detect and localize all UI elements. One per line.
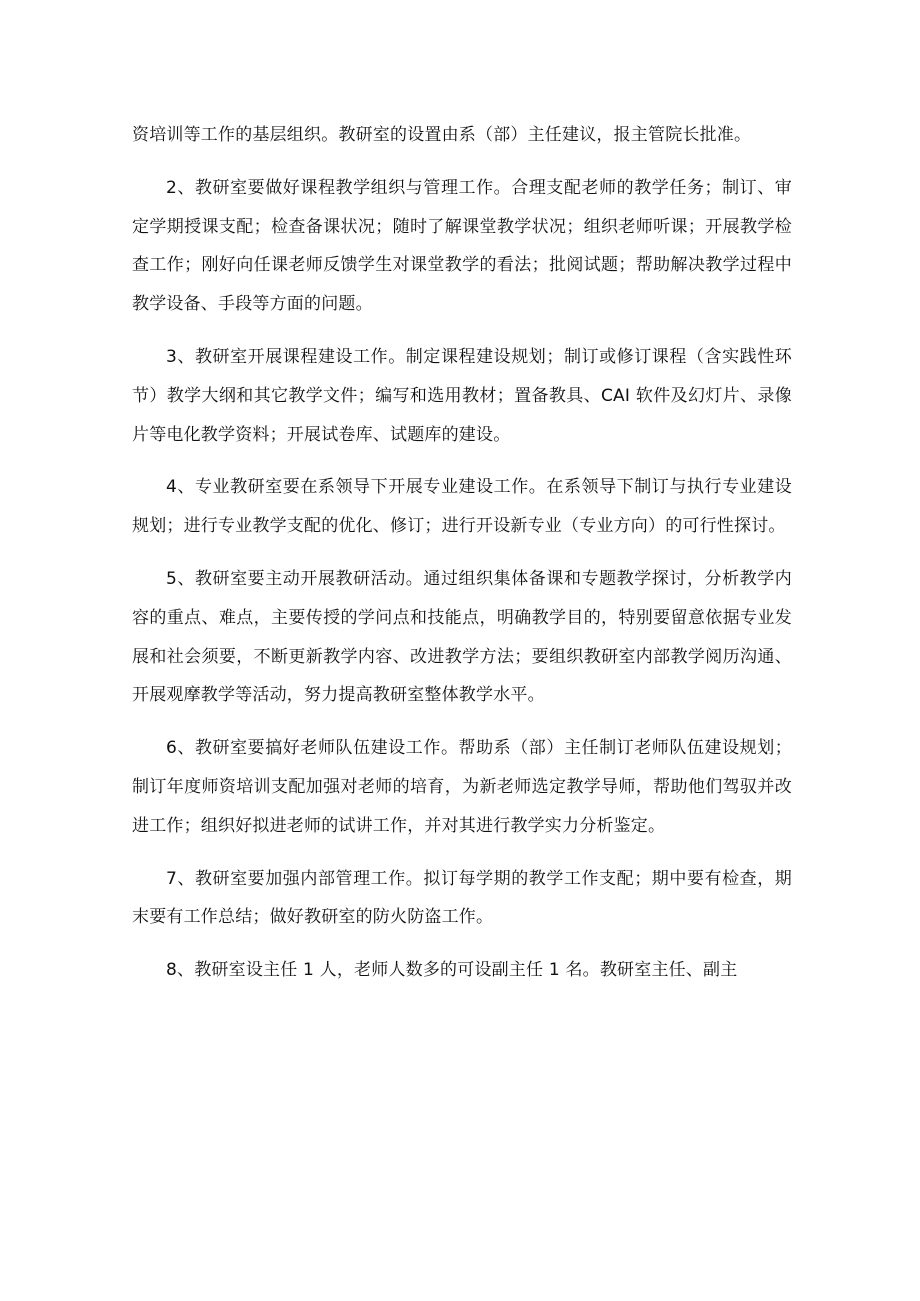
- document-body: [132, 116, 792, 990]
- paragraph-item-8: 8、教研室设主任 1 人，老师人数多的可设副主任 1 名。教研室主任、副主: [166, 960, 738, 981]
- paragraph-item-5: 5、教研室要主动开展教研活动。通过组织集体备课和专题教学探讨，分析教学内容的重点、难点，主要传授的学问点和技能点，明确教学目的，特别要留意依据专业发展和社会须要，不断更新教学内容、改进教学方法；要组织教研室内部教学阅历沟通、开展观摩教学等活动，努力提高教研室整体教学水平。: [132, 568, 792, 706]
- paragraph-continuation: 资培训等工作的基层组织。教研室的设置由系（部）主任建议，报主管院长批准。: [132, 125, 752, 145]
- paragraph-item-6: 6、教研室要搞好老师队伍建设工作。帮助系（部）主任制订老师队伍建设规划；制订年度师资培训支配加强对老师的培育，为新老师选定教学导师，帮助他们驾驭并改进工作；组织好拟进老师的试讲工作，并对其进行教学实力分析鉴定。: [132, 738, 792, 836]
- paragraph-item-2: 2、教研室要做好课程教学组织与管理工作。合理支配老师的教学任务；制订、审定学期授课支配；检查备课状况；随时了解课堂教学状况；组织老师听课；开展教学检查工作；刚好向任课老师反馈学生对课堂教学的看法；批阅试题；帮助解决教学过程中教学设备、手段等方面的问题。: [132, 177, 792, 315]
- paragraph-item-7: 7、教研室要加强内部管理工作。拟订每学期的教学工作支配；期中要有检查，期末要有工作总结；做好教研室的防火防盗工作。: [132, 868, 792, 928]
- paragraph-item-3: 3、教研室开展课程建设工作。制定课程建设规划；制订或修订课程（含实践性环节）教学大纲和其它教学文件；编写和选用教材；置备教具、CAI 软件及幻灯片、录像片等电化教学资料；开展试卷库、试题库的建设。: [132, 346, 792, 445]
- paragraph-item-4: 4、专业教研室要在系领导下开展专业建设工作。在系领导下制订与执行专业建设规划；进行专业教学支配的优化、修订；进行开设新专业（专业方向）的可行性探讨。: [132, 477, 792, 537]
